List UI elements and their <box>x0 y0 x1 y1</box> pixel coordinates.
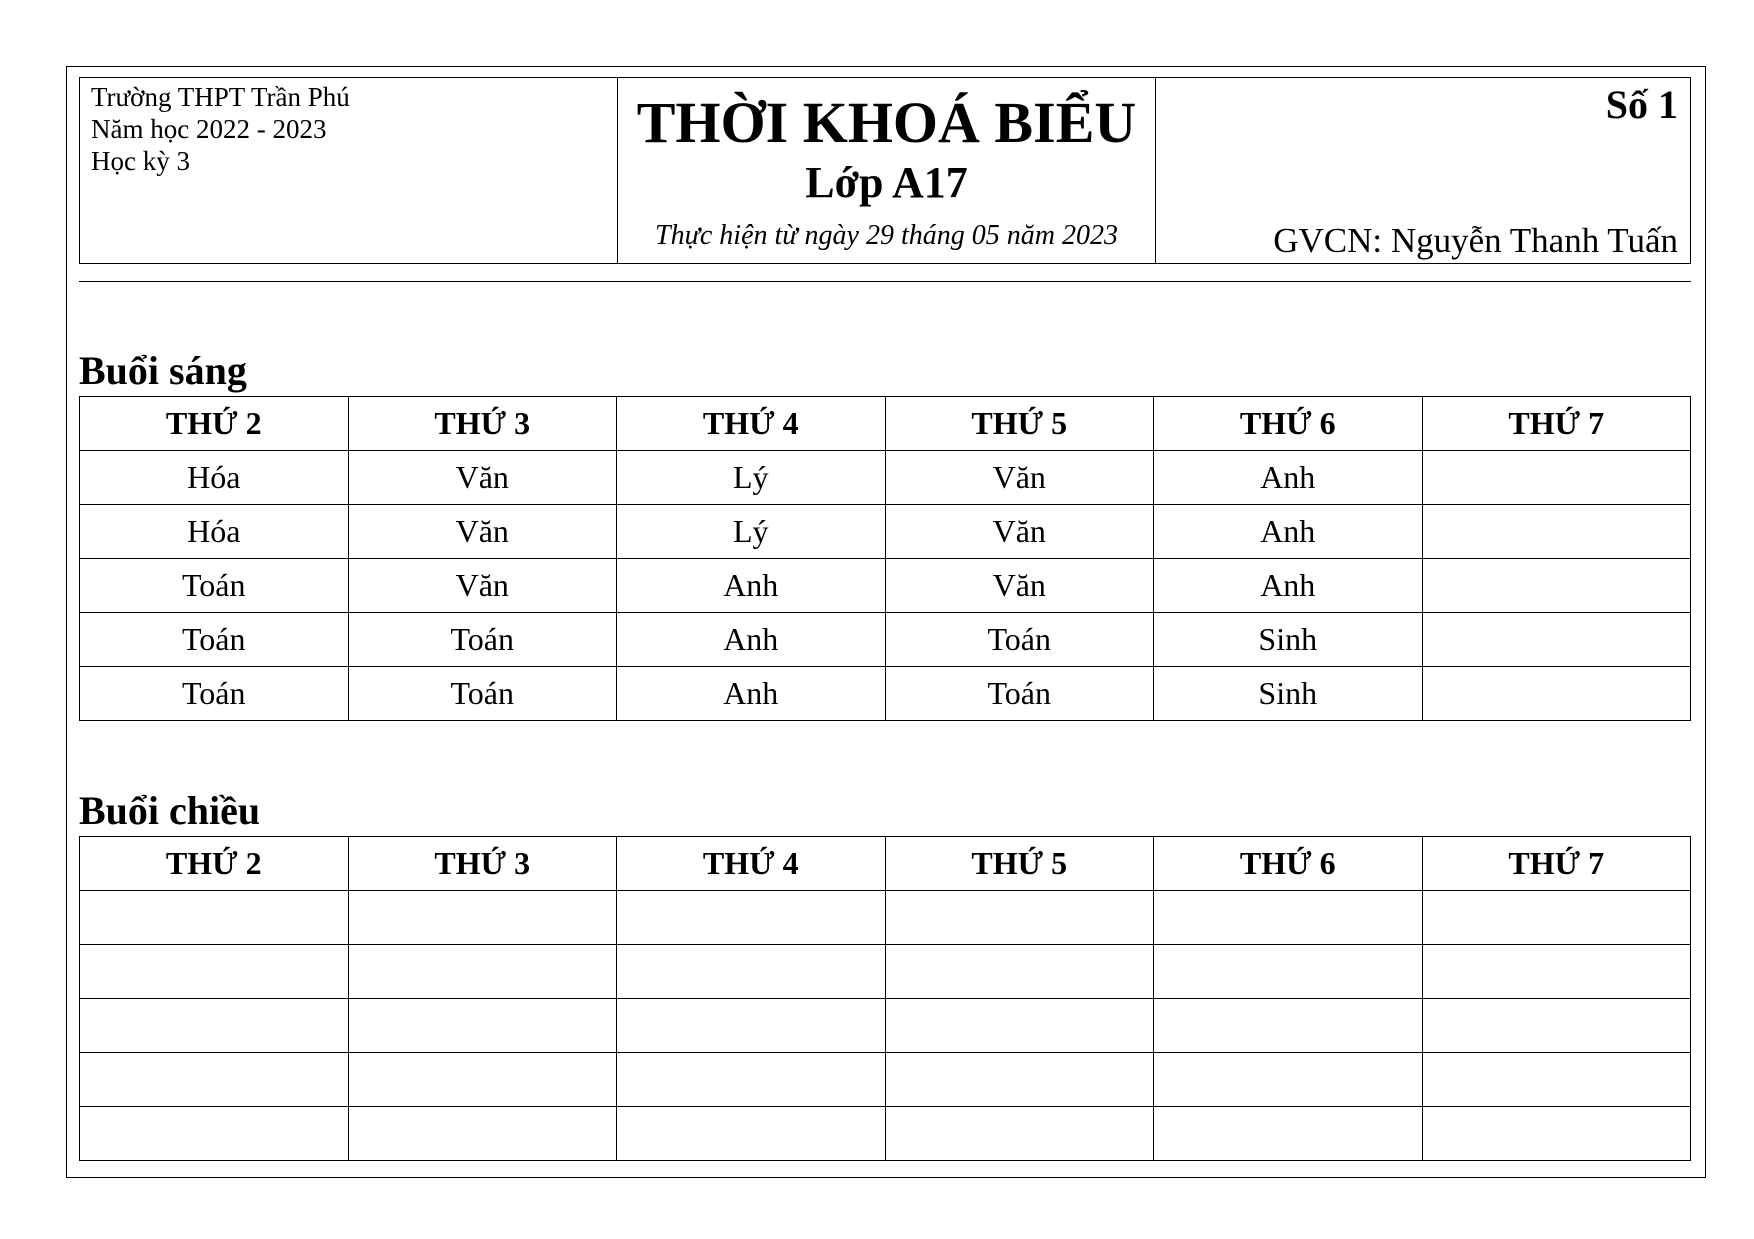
subject-cell <box>348 1053 617 1107</box>
morning-timetable <box>79 396 1691 721</box>
subject-cell: Sinh <box>1154 613 1423 667</box>
subject-cell <box>1422 999 1691 1053</box>
effective-date: Thực hiện từ ngày 29 tháng 05 năm 2023 <box>655 220 1118 251</box>
homeroom-teacher: GVCN: Nguyễn Thanh Tuấn <box>1273 221 1678 260</box>
table-row <box>80 613 1691 667</box>
document-number: Số 1 <box>1605 82 1678 127</box>
subject-cell <box>617 1107 886 1161</box>
header-row <box>80 397 1691 451</box>
day-header: THỨ 2 <box>80 397 349 451</box>
subject-cell: Toán <box>885 667 1154 721</box>
table-row <box>80 559 1691 613</box>
subject-cell: Anh <box>617 559 886 613</box>
day-header: THỨ 6 <box>1154 837 1423 891</box>
school-name: Trường THPT Trần Phú <box>91 82 350 112</box>
subject-cell <box>80 999 349 1053</box>
subject-cell: Anh <box>1154 559 1423 613</box>
day-header: THỨ 4 <box>617 397 886 451</box>
table-row <box>80 1053 1691 1107</box>
subject-cell: Văn <box>885 505 1154 559</box>
subject-cell <box>348 999 617 1053</box>
subject-cell <box>1422 451 1691 505</box>
subject-cell <box>1154 1053 1423 1107</box>
subject-cell <box>1154 999 1423 1053</box>
subject-cell <box>885 945 1154 999</box>
subject-cell: Hóa <box>80 505 349 559</box>
morning-section-title: Buổi sáng <box>79 348 247 393</box>
subject-cell <box>617 1053 886 1107</box>
subject-cell: Anh <box>617 613 886 667</box>
header-row <box>80 837 1691 891</box>
school-year: Năm học 2022 - 2023 <box>91 114 327 144</box>
subject-cell: Toán <box>80 613 349 667</box>
day-header: THỨ 3 <box>348 397 617 451</box>
subject-cell <box>1422 505 1691 559</box>
subject-cell <box>617 999 886 1053</box>
school-info <box>80 78 618 263</box>
subject-cell: Toán <box>885 613 1154 667</box>
header-divider <box>79 281 1691 282</box>
subject-cell: Toán <box>80 667 349 721</box>
subject-cell <box>1422 1107 1691 1161</box>
table-row <box>80 667 1691 721</box>
subject-cell <box>1154 891 1423 945</box>
subject-cell <box>1422 613 1691 667</box>
table-row <box>80 451 1691 505</box>
class-name: Lớp A17 <box>805 158 968 207</box>
table-row <box>80 1107 1691 1161</box>
table-row <box>80 891 1691 945</box>
subject-cell: Toán <box>80 559 349 613</box>
afternoon-section-title: Buổi chiều <box>79 788 261 833</box>
subject-cell <box>348 1107 617 1161</box>
day-header: THỨ 7 <box>1422 837 1691 891</box>
subject-cell <box>1422 667 1691 721</box>
table-row <box>80 945 1691 999</box>
subject-cell: Anh <box>1154 451 1423 505</box>
day-header: THỨ 7 <box>1422 397 1691 451</box>
subject-cell: Toán <box>348 667 617 721</box>
subject-cell <box>1422 891 1691 945</box>
subject-cell: Anh <box>1154 505 1423 559</box>
subject-cell <box>80 945 349 999</box>
table-row <box>80 999 1691 1053</box>
subject-cell <box>1422 1053 1691 1107</box>
subject-cell: Lý <box>617 505 886 559</box>
subject-cell: Hóa <box>80 451 349 505</box>
subject-cell <box>1154 945 1423 999</box>
day-header: THỨ 6 <box>1154 397 1423 451</box>
subject-cell: Văn <box>348 505 617 559</box>
subject-cell: Văn <box>885 559 1154 613</box>
document-meta <box>1156 78 1690 263</box>
subject-cell <box>617 891 886 945</box>
day-header: THỨ 5 <box>885 397 1154 451</box>
title-block <box>618 78 1156 263</box>
subject-cell <box>1422 945 1691 999</box>
day-header: THỨ 3 <box>348 837 617 891</box>
subject-cell <box>348 945 617 999</box>
subject-cell <box>80 891 349 945</box>
subject-cell: Văn <box>348 451 617 505</box>
day-header: THỨ 5 <box>885 837 1154 891</box>
afternoon-timetable <box>79 836 1691 1161</box>
subject-cell: Văn <box>348 559 617 613</box>
subject-cell <box>885 999 1154 1053</box>
subject-cell <box>617 945 886 999</box>
subject-cell: Anh <box>617 667 886 721</box>
subject-cell <box>80 1053 349 1107</box>
subject-cell: Lý <box>617 451 886 505</box>
subject-cell <box>885 1107 1154 1161</box>
subject-cell <box>885 1053 1154 1107</box>
page-title: THỜI KHOÁ BIỂU <box>636 90 1137 155</box>
day-header: THỨ 2 <box>80 837 349 891</box>
table-row <box>80 505 1691 559</box>
subject-cell <box>80 1107 349 1161</box>
document-header <box>79 77 1691 264</box>
subject-cell: Sinh <box>1154 667 1423 721</box>
subject-cell <box>885 891 1154 945</box>
subject-cell: Toán <box>348 613 617 667</box>
subject-cell: Văn <box>885 451 1154 505</box>
subject-cell <box>1422 559 1691 613</box>
subject-cell <box>1154 1107 1423 1161</box>
day-header: THỨ 4 <box>617 837 886 891</box>
subject-cell <box>348 891 617 945</box>
semester: Học kỳ 3 <box>91 146 190 176</box>
